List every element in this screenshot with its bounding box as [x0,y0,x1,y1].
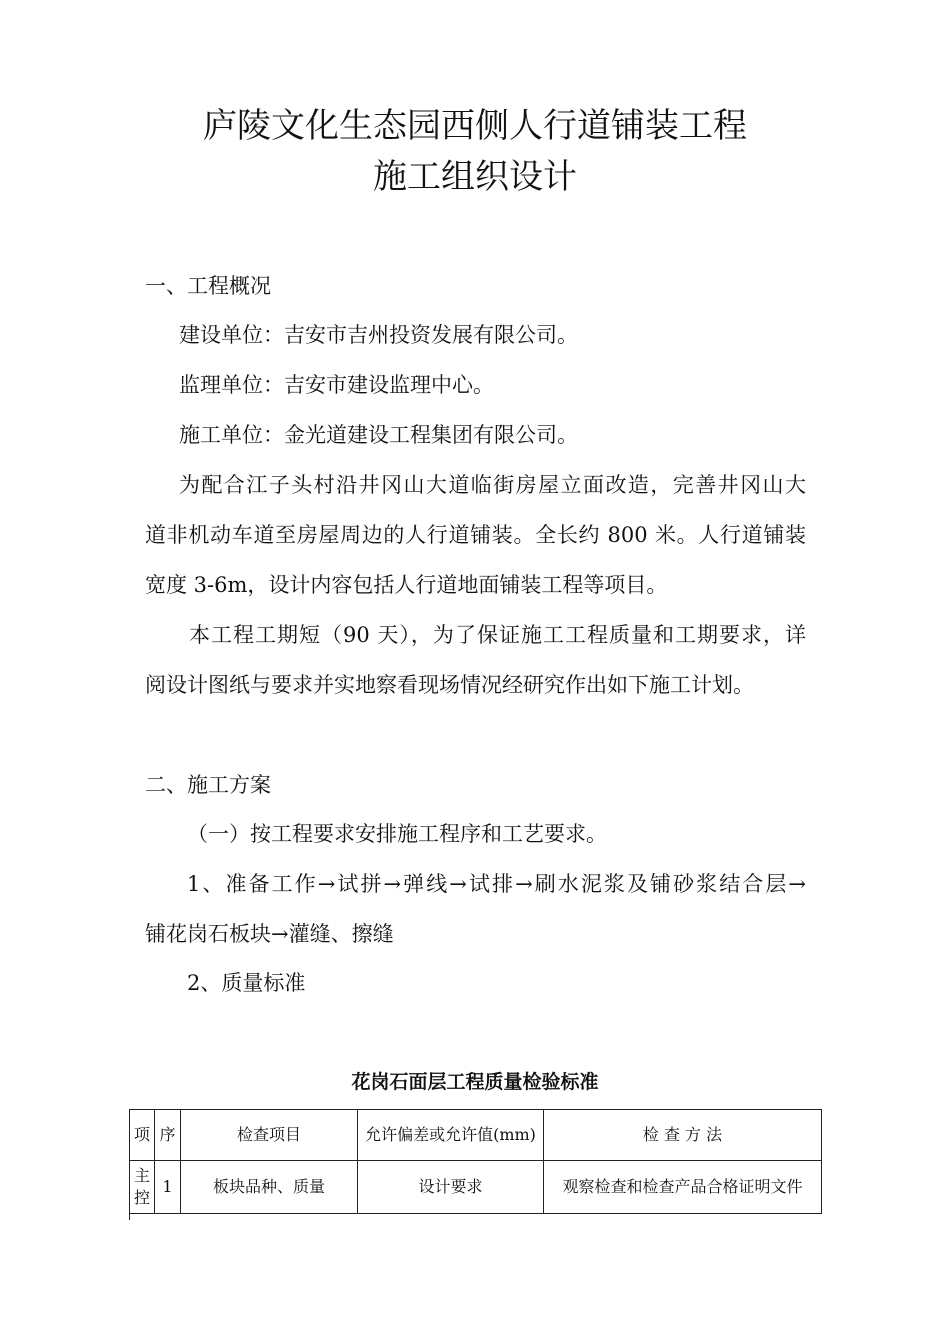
step1-line1: 1、准备工作→试拼→弹线→试排→刷水泥浆及铺砂浆结合层→ [187,872,806,896]
table-title: 花岗石面层工程质量检验标准 [351,1071,599,1093]
para1-line3: 宽度 3-6m，设计内容包括人行道地面铺装工程等项目。 [145,573,668,597]
header-tolerance: 允许偏差或允许值(mm) [358,1110,544,1161]
quality-standard-table [129,1109,822,1214]
document-subtitle: 施工组织设计 [373,157,577,197]
section1-heading: 一、工程概况 [145,274,271,298]
cell-item: 主控 [130,1161,155,1214]
cell-tolerance: 设计要求 [358,1161,544,1214]
section2-heading: 二、施工方案 [145,773,271,797]
para2-line1: 本工程工期短（90 天），为了保证施工工程质量和工期要求，详 [189,623,806,647]
header-item: 项 [130,1110,155,1161]
header-check-item: 检查项目 [181,1110,358,1161]
table-header-row [130,1110,822,1161]
step1-line2: 铺花岗石板块→灌缝、擦缝 [145,922,394,946]
table-continuation-rule [129,1214,130,1220]
cell-method: 观察检查和检查产品合格证明文件 [544,1161,822,1214]
para1-line2: 道非机动车道至房屋周边的人行道铺装。全长约 800 米。人行道铺装 [145,523,806,547]
document-title: 庐陵文化生态园西侧人行道铺装工程 [203,106,747,146]
header-seq: 序 [155,1110,181,1161]
table-row [130,1161,822,1214]
supervisor-line: 监理单位：吉安市建设监理中心。 [179,373,494,397]
contractor-line: 施工单位：金光道建设工程集团有限公司。 [179,423,578,447]
para2-line2: 阅设计图纸与要求并实地察看现场情况经研究作出如下施工计划。 [145,673,754,697]
header-method: 检 查 方 法 [544,1110,822,1161]
section2-sub1: （一）按工程要求安排施工程序和工艺要求。 [187,822,607,846]
cell-seq: 1 [155,1161,181,1214]
step2-line: 2、质量标准 [187,971,306,995]
para1-line1: 为配合江子头村沿井冈山大道临街房屋立面改造，完善井冈山大 [179,473,806,497]
cell-check-item: 板块品种、质量 [181,1161,358,1214]
owner-line: 建设单位：吉安市吉州投资发展有限公司。 [179,323,578,347]
